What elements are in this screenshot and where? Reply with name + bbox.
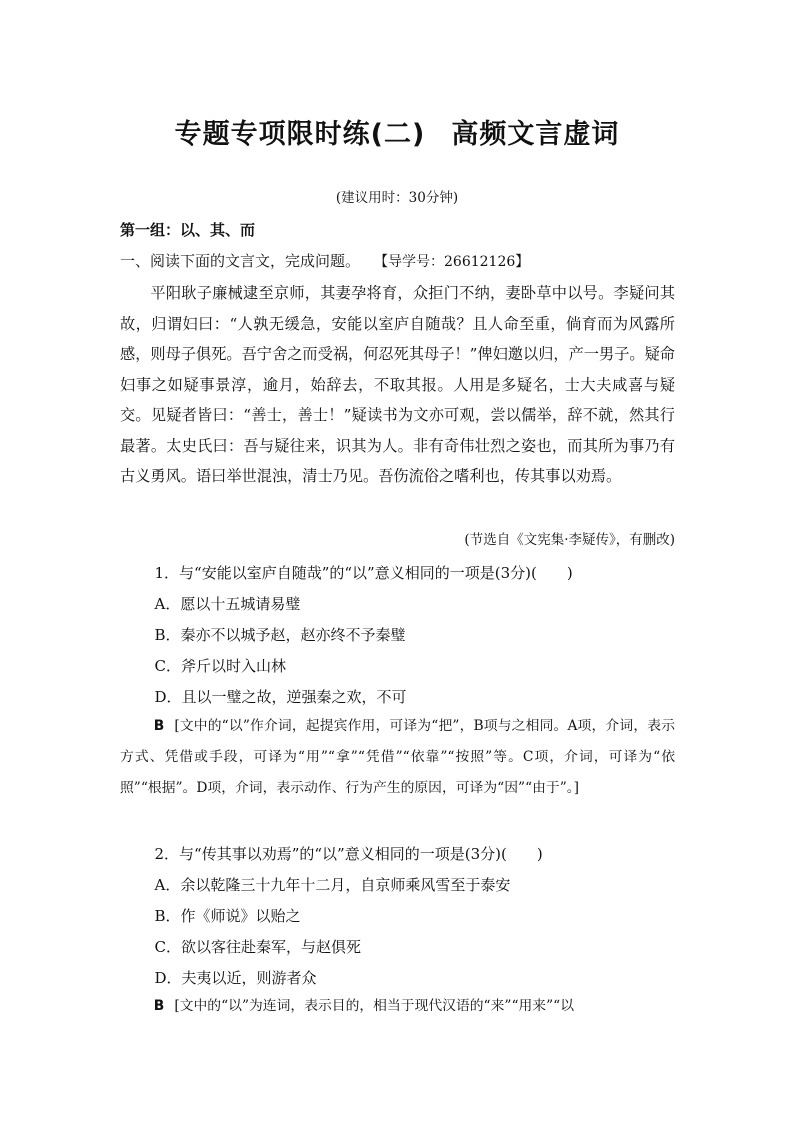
group-label: 第一组：以、其、而 [120,221,256,239]
section-instruction: 一、阅读下面的文言文，完成问题。 [120,252,361,270]
question-2-option-d: D．夫夷以近，则游者众 [154,969,317,987]
question-2-stem: 2．与“传其事以劝焉”的“以”意义相同的一项是(3分)( ) [154,845,543,863]
question-1-answer [120,711,675,804]
page-title [0,112,794,151]
question-1-option-d: D．且以一璧之故，逆强秦之欢，不可 [154,688,407,706]
question-2-option-a: A．余以乾隆三十九年十二月，自京师乘风雪至于泰安 [154,876,511,894]
question-1-explanation: [文中的“以”作介词，起提宾作用，可译为“把”，B项与之相同。A项，介词，表示方式、凭借或手段，可译为“用”“拿”“凭借”“依靠”“按照”等。C项，介词，可译为“依照”“根据”。D项，介词，表示动作、行为产生的原因，可译为“因”“由于”。] [120,718,675,796]
question-2-option-b: B．作《师说》以贻之 [154,907,301,925]
question-1-option-b: B．秦亦不以城予赵，赵亦终不予秦璧 [154,626,406,644]
question-1-option-a: A．愿以十五城请易璧 [154,595,301,613]
question-2-answer [120,991,675,1022]
guide-number: 【导学号：26612126】 [374,254,530,270]
question-2-answer-letter: B [153,998,165,1014]
suggested-time: (建议用时：30分钟) [335,190,459,206]
passage-text: 平阳耿子廉械逮至京师，其妻孕将育，众拒门不纳，妻卧草中以号。李疑问其故，归谓妇曰：“人孰无缓急，安能以室庐自随哉？且人命至重，倘育而为风露所感，则母子俱死。吾宁舍之而受祸，何忍死其母子！”俾妇邀以归，产一男子。疑命妇事之如疑事景淳，逾月，始辞去，不取其报。人用是多疑名，士大夫咸喜与疑交。见疑者皆曰：“善士，善士！”疑读书为文亦可观，尝以儒举，辞不就，然其行最著。太史氏曰：吾与疑往来，识其为人。非有奇伟壮烈之姿也，而其所为事乃有古义勇风。语曰举世混浊，清士乃见。吾伤流俗之嗜利也，传其事以劝焉。 [120,284,675,485]
passage-source: (节选自《文宪集·李疑传》，有删改) [464,532,675,548]
section-instruction-line [120,251,675,272]
question-1-answer-letter: B [153,718,165,734]
title-main: 专题专项限时练(二) [174,119,426,150]
question-2-option-c: C．欲以客往赴秦军，与赵俱死 [154,938,361,956]
question-1-option-c: C．斧斤以时入山林 [154,657,286,675]
title-sub: 高频文言虚词 [451,119,620,150]
question-2-explanation: [文中的“以”为连词，表示目的，相当于现代汉语的“来”“用来”“以 [174,998,575,1014]
question-1-stem: 1．与“安能以室庐自随哉”的“以”意义相同的一项是(3分)( ) [154,564,573,582]
